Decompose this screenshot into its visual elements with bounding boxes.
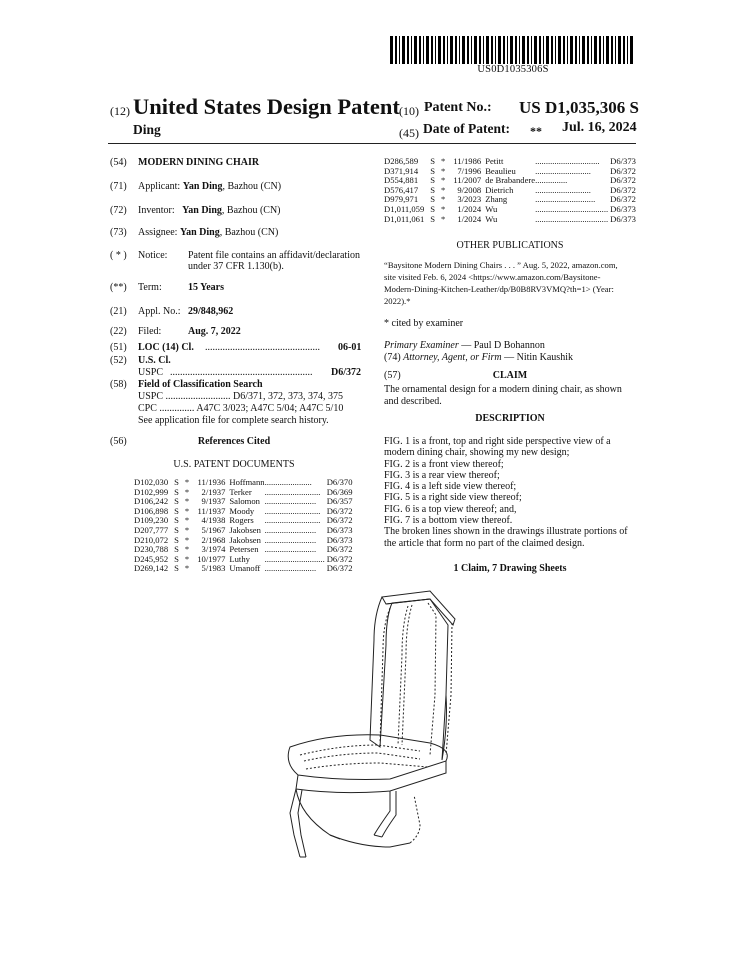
reference-name: Wu: [485, 213, 498, 224]
reference-cls: D6/372: [610, 175, 636, 186]
reference-row: [384, 215, 636, 225]
other-pub-line-2: site visited Feb. 6, 2024 <https://www.amazon.com/Baysitone-: [384, 272, 601, 282]
reference-num: D1,011,061: [384, 213, 425, 224]
reference-name: Zhang: [485, 194, 508, 205]
reference-star: *: [184, 505, 190, 516]
reference-star: *: [184, 563, 190, 574]
reference-k: S: [430, 156, 436, 166]
reference-num: D102,030: [134, 477, 169, 487]
description-line: the article that form no part of the claimed design.: [384, 537, 585, 549]
reference-star: *: [441, 175, 446, 186]
inid-code-10: (10): [399, 104, 419, 118]
us-patent-documents-heading: U.S. PATENT DOCUMENTS: [173, 459, 295, 470]
notice-line-2: under 37 CFR 1.130(b).: [188, 261, 284, 272]
description-line: FIG. 5 is a right side view thereof;: [384, 492, 522, 504]
reference-cls: D6/369: [326, 486, 353, 497]
reference-date: 11/1937: [197, 505, 226, 516]
reference-k: S: [174, 477, 179, 487]
reference-name: Terker: [229, 486, 252, 497]
reference-star: *: [441, 203, 446, 214]
reference-star: *: [441, 156, 446, 166]
reference-star: *: [441, 165, 446, 176]
reference-dots: ...............: [535, 175, 568, 186]
uspc-label: USPC: [138, 367, 164, 378]
claim-heading: CLAIM: [492, 370, 528, 381]
reference-cls: D6/373: [326, 534, 353, 545]
inid-52: (52): [110, 355, 127, 366]
reference-cls: D6/372: [326, 553, 353, 564]
date-asterisks: **: [530, 124, 542, 138]
reference-cls: D6/357: [326, 496, 353, 507]
notice-line-1: Patent file contains an affidavit/declaration: [188, 250, 360, 261]
reference-k: S: [174, 515, 179, 526]
inventor-surname: Ding: [133, 122, 161, 137]
cited-by-examiner-note: * cited by examiner: [384, 318, 464, 329]
primary-examiner: Primary Examiner — Paul D Bohannon: [384, 340, 545, 351]
reference-num: D245,952: [134, 553, 169, 564]
reference-dots: ..............................: [535, 156, 600, 166]
reference-dots: ........................: [264, 534, 317, 545]
attorney-agent: (74) Attorney, Agent, or Firm — Nitin Kaushik: [384, 352, 573, 363]
reference-date: 11/1936: [197, 477, 226, 487]
reference-star: *: [184, 486, 190, 497]
inventor-field: Inventor: Yan Ding, Bazhou (CN): [138, 205, 281, 216]
reference-dots: ........................: [264, 563, 317, 574]
reference-name: Luthy: [229, 553, 250, 564]
inid-21: (21): [110, 306, 127, 317]
header-rule: [108, 143, 636, 144]
claim-text-line-2: and described.: [384, 396, 442, 407]
reference-num: D102,999: [134, 486, 169, 497]
date-of-patent-label: Date of Patent:: [423, 121, 510, 136]
reference-date: 10/1977: [197, 553, 226, 564]
inid-73: (73): [110, 227, 127, 238]
description-heading: DESCRIPTION: [475, 413, 545, 424]
loc-dots: ..............................................: [205, 342, 320, 353]
reference-star: *: [184, 534, 190, 545]
field-search-cpc: CPC .............. A47C 3/023; A47C 5/04; A47C 5/10: [138, 403, 344, 414]
description-line: FIG. 7 is a bottom view thereof.: [384, 515, 513, 527]
term-value: 15 Years: [188, 282, 225, 293]
claims-summary: 1 Claim, 7 Drawing Sheets: [453, 563, 567, 574]
barcode: [390, 36, 636, 64]
reference-dots: ........................: [264, 496, 317, 507]
reference-num: D269,142: [134, 563, 169, 574]
reference-dots: ........................: [264, 544, 317, 555]
reference-date: 7/1996: [457, 165, 482, 176]
reference-num: D210,072: [134, 534, 169, 545]
inid-56: (56): [110, 436, 127, 447]
filed-label: Filed:: [138, 326, 162, 337]
loc-value: 06-01: [338, 342, 362, 353]
reference-k: S: [430, 203, 436, 214]
reference-name: Petitt: [485, 156, 504, 166]
patent-type-title: United States Design Patent: [133, 94, 400, 119]
reference-k: S: [174, 553, 179, 564]
description-line: FIG. 1 is a front, top and right side perspective view of a: [384, 436, 611, 447]
reference-name: Dietrich: [485, 184, 514, 195]
reference-cls: D6/372: [326, 544, 353, 555]
reference-dots: ............................: [535, 194, 596, 205]
reference-cls: D6/372: [610, 184, 636, 195]
reference-cls: D6/373: [610, 203, 636, 214]
reference-name: Petersen: [229, 544, 259, 555]
reference-star: *: [441, 194, 446, 205]
reference-dots: ........................: [264, 524, 317, 535]
description-line: modern dining chair, showing my new design;: [384, 447, 570, 459]
description-line: The broken lines shown in the drawings illustrate portions of: [384, 526, 628, 538]
reference-star: *: [184, 496, 190, 507]
inid-51: (51): [110, 342, 127, 353]
reference-dots: ..........................: [535, 165, 591, 176]
reference-name: Rogers: [229, 515, 254, 526]
assignee-field: Assignee: Yan Ding, Bazhou (CN): [138, 227, 279, 238]
reference-date: 5/1967: [201, 524, 226, 535]
field-search-note: See application file for complete search history.: [138, 415, 329, 426]
term-label: Term:: [138, 282, 162, 293]
patent-number-label: Patent No.:: [424, 100, 492, 115]
reference-dots: ..........................: [264, 505, 321, 516]
reference-cls: D6/370: [326, 477, 353, 487]
notice-label: Notice:: [138, 250, 168, 261]
other-pub-line-4: 2022).*: [384, 296, 411, 306]
us-cl-label: U.S. Cl.: [138, 355, 171, 366]
reference-date: 3/1974: [201, 544, 226, 555]
term-code: (**): [110, 282, 127, 293]
reference-date: 2/1968: [201, 534, 226, 545]
reference-num: D576,417: [384, 184, 419, 195]
reference-dots: ..........................: [264, 515, 321, 526]
reference-num: D207,777: [134, 524, 169, 535]
reference-date: 9/2008: [457, 184, 482, 195]
reference-k: S: [174, 524, 179, 535]
reference-star: *: [441, 213, 446, 224]
other-publication-entry: [384, 259, 636, 307]
references-right-table: [384, 157, 636, 224]
reference-k: S: [430, 194, 436, 205]
reference-cls: D6/372: [326, 515, 353, 526]
reference-star: *: [184, 524, 190, 535]
reference-num: D554,881: [384, 175, 419, 186]
reference-star: *: [184, 515, 190, 526]
reference-num: D230,788: [134, 544, 169, 555]
field-search-uspc: USPC .......................... D6/371, 372, 373, 374, 375: [138, 391, 344, 402]
description-line: FIG. 3 is a rear view thereof;: [384, 469, 500, 481]
appl-no-value: 29/848,962: [188, 306, 234, 317]
reference-date: 1/2024: [457, 213, 482, 224]
patent-number: US D1,035,306 S: [519, 98, 639, 117]
reference-num: D1,011,059: [384, 203, 425, 214]
inid-code-12: (12): [110, 104, 130, 118]
reference-star: *: [184, 553, 190, 564]
reference-date: 4/1938: [201, 515, 226, 526]
reference-date: 3/2023: [457, 194, 482, 205]
other-publications-heading: OTHER PUBLICATIONS: [456, 240, 564, 251]
reference-name: Wu: [485, 203, 498, 214]
references-left-table: [134, 478, 353, 574]
reference-name: Hoffmann: [229, 477, 265, 487]
reference-dots: ..........................: [535, 184, 591, 195]
appl-no-label: Appl. No.:: [138, 306, 181, 317]
reference-date: 5/1983: [201, 563, 226, 574]
reference-k: S: [174, 534, 179, 545]
reference-k: S: [174, 544, 179, 555]
inid-58: (58): [110, 379, 127, 390]
reference-dots: ............................: [264, 553, 325, 564]
other-pub-line-3: Modern-Dining-Kitchen-Leather/dp/B0B8RV3VMQ?th=1> (Year:: [384, 284, 614, 294]
reference-star: *: [441, 184, 446, 195]
reference-cls: D6/373: [610, 213, 636, 224]
reference-num: D371,914: [384, 165, 419, 176]
reference-num: D286,589: [384, 156, 419, 166]
reference-k: S: [174, 486, 179, 497]
reference-num: D979,971: [384, 194, 419, 205]
other-pub-line-1: “Baysitone Modern Dining Chairs . . . ” Aug. 5, 2022, amazon.com,: [384, 260, 618, 270]
inid-57: (57): [384, 370, 401, 381]
reference-row: [134, 564, 353, 574]
reference-dots: ..................................: [535, 213, 609, 224]
reference-k: S: [174, 563, 179, 574]
reference-name: Salomon: [229, 496, 260, 507]
reference-cls: D6/373: [610, 156, 636, 166]
filed-value: Aug. 7, 2022: [188, 326, 241, 337]
description-line: FIG. 2 is a front view thereof;: [384, 458, 504, 470]
reference-num: D109,230: [134, 515, 169, 526]
reference-date: 11/1986: [453, 156, 482, 166]
reference-name: Beaulieu: [485, 165, 516, 176]
reference-date: 9/1937: [201, 496, 226, 507]
loc-label: LOC (14) Cl.: [138, 342, 194, 353]
reference-cls: D6/372: [326, 563, 353, 574]
reference-num: D106,898: [134, 505, 169, 516]
description-body: [384, 436, 638, 549]
uspc-dots: .........................................................: [170, 367, 313, 378]
reference-date: 1/2024: [457, 203, 482, 214]
inid-code-45: (45): [399, 126, 419, 140]
inid-72: (72): [110, 205, 127, 216]
reference-cls: D6/372: [610, 194, 636, 205]
inid-71: (71): [110, 181, 127, 192]
chair-drawing: [270, 585, 470, 865]
uspc-value: D6/372: [331, 367, 361, 378]
reference-cls: D6/372: [326, 505, 353, 516]
reference-star: *: [184, 544, 190, 555]
reference-name: Umanoff: [229, 563, 261, 574]
reference-dots: ..................................: [535, 203, 609, 214]
reference-name: Jakobsen: [229, 524, 261, 535]
reference-star: *: [184, 477, 190, 487]
claim-text-line-1: The ornamental design for a modern dining chair, as shown: [384, 384, 622, 395]
reference-date: 2/1937: [201, 486, 226, 497]
inid-22: (22): [110, 326, 127, 337]
reference-date: 11/2007: [453, 175, 482, 186]
barcode-number: US0D1035306S: [477, 64, 549, 75]
reference-name: Moody: [229, 505, 255, 516]
reference-name: de Brabandere: [485, 175, 536, 186]
reference-k: S: [174, 496, 179, 507]
reference-k: S: [174, 505, 179, 516]
description-line: FIG. 4 is a left side view thereof;: [384, 481, 517, 493]
design-title: MODERN DINING CHAIR: [138, 157, 260, 168]
reference-k: S: [430, 165, 436, 176]
description-line: FIG. 6 is a top view thereof; and,: [384, 503, 517, 515]
reference-dots: ......................: [264, 477, 312, 487]
reference-dots: ..........................: [264, 486, 321, 497]
reference-cls: D6/372: [610, 165, 636, 176]
notice-code: ( * ): [110, 250, 127, 261]
reference-k: S: [430, 175, 436, 186]
reference-cls: D6/373: [326, 524, 353, 535]
reference-row: [384, 186, 636, 196]
reference-k: S: [430, 213, 436, 224]
field-search-label: Field of Classification Search: [138, 379, 263, 390]
reference-num: D106,242: [134, 496, 169, 507]
applicant-field: Applicant: Yan Ding, Bazhou (CN): [138, 181, 282, 192]
date-of-patent: Jul. 16, 2024: [562, 120, 637, 135]
references-title: References Cited: [197, 436, 271, 447]
reference-name: Jakobsen: [229, 534, 261, 545]
reference-k: S: [430, 184, 436, 195]
inid-54: (54): [110, 157, 127, 168]
